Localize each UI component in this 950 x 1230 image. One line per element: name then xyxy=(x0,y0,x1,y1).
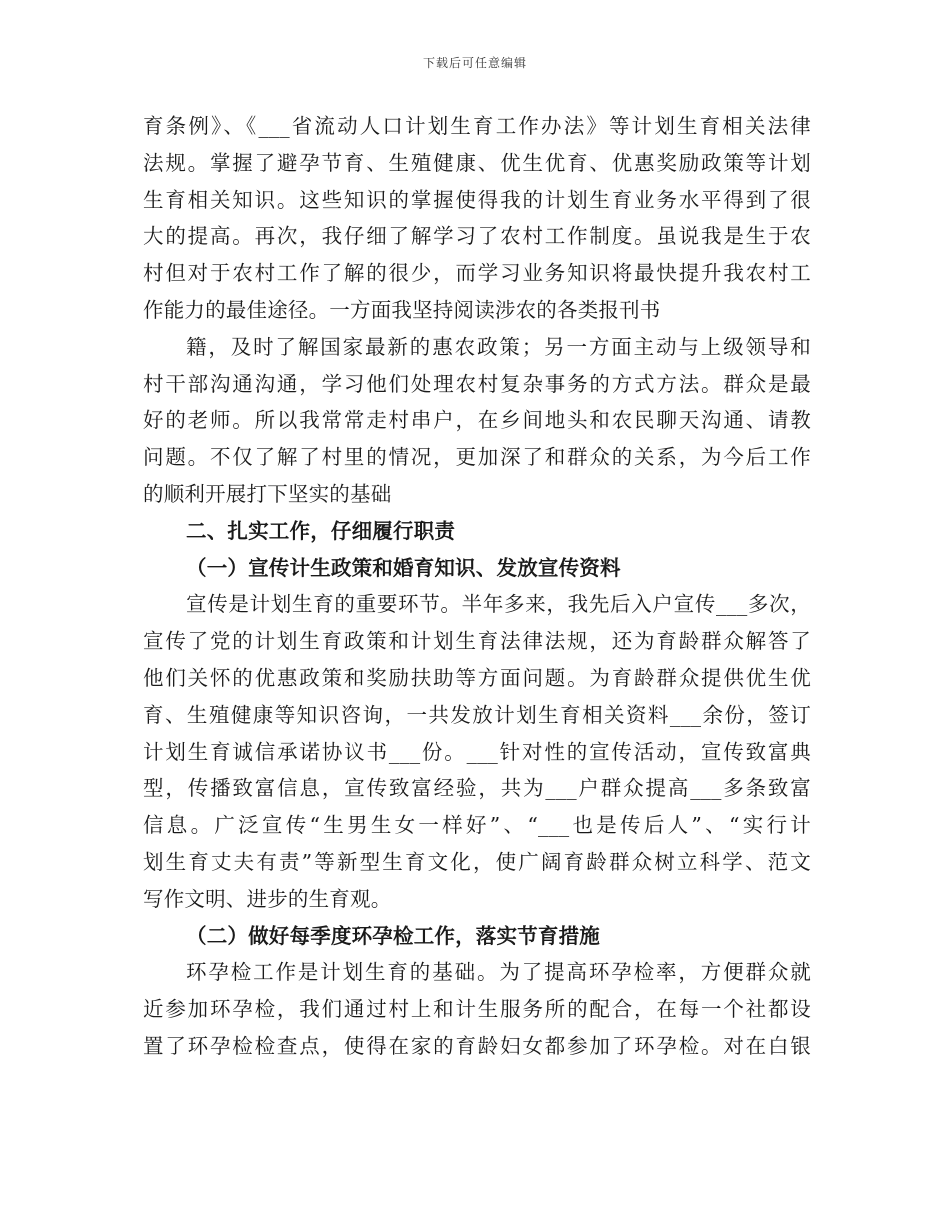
subsection-heading: （二）做好每季度环孕检工作，落实节育措施 xyxy=(186,923,600,948)
section-heading: 二、扎实工作，仔细履行职责 xyxy=(186,518,456,543)
paragraph-line: 写作文明、进步的生育观。 xyxy=(143,886,392,911)
paragraph-line: 宣传是计划生育的重要环节。半年多来，我先后入户宣传___多次， xyxy=(186,592,811,617)
paragraph-line: 的顺利开展打下坚实的基础 xyxy=(143,481,392,506)
paragraph-line: 环孕检工作是计划生育的基础。为了提高环孕检率，方便群众就 xyxy=(186,960,811,985)
paragraph-line: 育、生殖健康等知识咨询，一共发放计划生育相关资料___余份，签订 xyxy=(143,702,811,727)
paragraph-line: 近参加环孕检，我们通过村上和计生服务所的配合，在每一个社都设 xyxy=(143,997,811,1022)
paragraph-line: 问题。不仅了解了村里的情况，更加深了和群众的关系，为今后工作 xyxy=(143,445,811,470)
paragraph-line: 村干部沟通沟通，学习他们处理农村复杂事务的方式方法。群众是最 xyxy=(143,371,811,396)
paragraph-line: 信息。广泛宣传“生男生女一样好”、“___也是传后人”、“实行计 xyxy=(143,813,811,838)
paragraph-line: 生育相关知识。这些知识的掌握使得我的计划生育业务水平得到了很 xyxy=(143,187,811,212)
paragraph-line: 大的提高。再次，我仔细了解学习了农村工作制度。虽说我是生于农 xyxy=(143,224,811,249)
paragraph-line: 好的老师。所以我常常走村串户，在乡间地头和农民聊天沟通、请教 xyxy=(143,408,811,433)
paragraph-line: 计划生育诚信承诺协议书___份。___针对性的宣传活动，宣传致富典 xyxy=(143,739,811,764)
paragraph-line: 型，传播致富信息，宣传致富经验，共为___户群众提高___多条致富 xyxy=(143,776,811,801)
paragraph-line: 置了环孕检检查点，使得在家的育龄妇女都参加了环孕检。对在白银 xyxy=(143,1033,811,1058)
paragraph-line: 作能力的最佳途径。一方面我坚持阅读涉农的各类报刊书 xyxy=(143,297,661,322)
paragraph-line: 法规。掌握了避孕节育、生殖健康、优生优育、优惠奖励政策等计划 xyxy=(143,150,811,175)
page-header-note: 下载后可任意编辑 xyxy=(422,56,527,70)
paragraph-line: 他们关怀的优惠政策和奖励扶助等方面问题。为育龄群众提供优生优 xyxy=(143,665,811,690)
paragraph-line: 村但对于农村工作了解的很少，而学习业务知识将最快提升我农村工 xyxy=(143,261,811,286)
document-body xyxy=(143,108,811,1065)
paragraph-line: 育条例》、《___省流动人口计划生育工作办法》等计划生育相关法律 xyxy=(143,114,811,138)
paragraph-line: 宣传了党的计划生育政策和计划生育法律法规，还为育龄群众解答了 xyxy=(143,629,811,654)
subsection-heading: （一）宣传计生政策和婚育知识、发放宣传资料 xyxy=(186,555,621,580)
paragraph-line: 划生育丈夫有责”等新型生育文化，使广阔育龄群众树立科学、范文 xyxy=(143,849,811,874)
paragraph-line: 籍，及时了解国家最新的惠农政策；另一方面主动与上级领导和 xyxy=(186,334,811,359)
